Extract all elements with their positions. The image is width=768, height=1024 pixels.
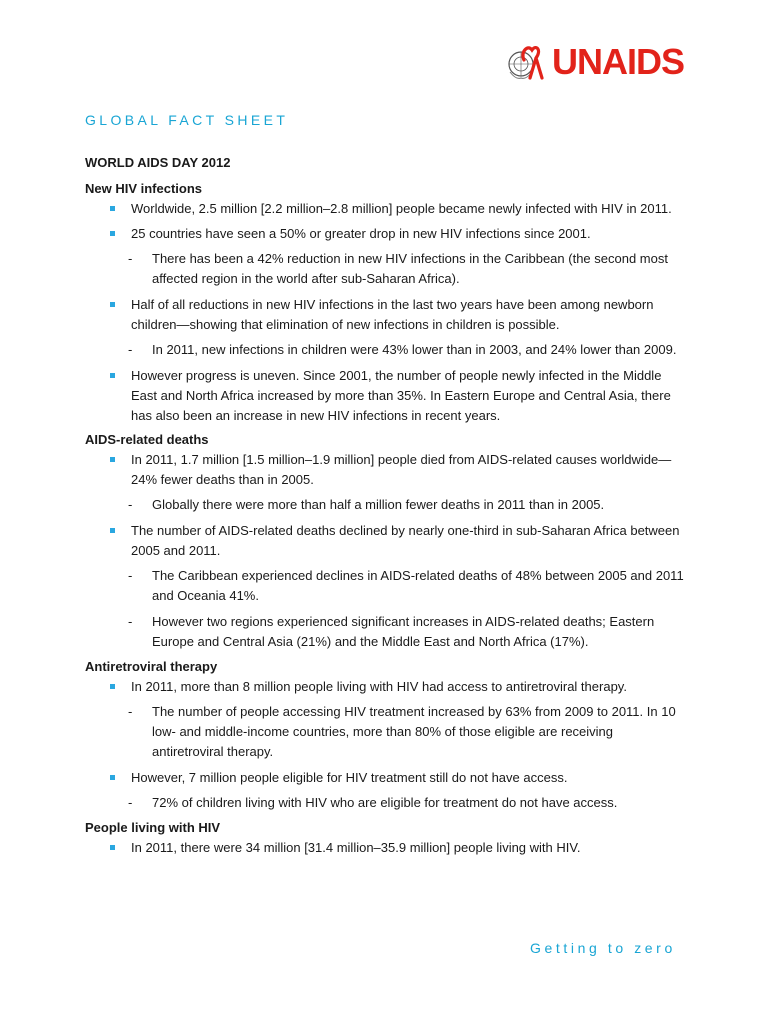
document-label: GLOBAL FACT SHEET <box>85 112 289 128</box>
bullet-text: Half of all reductions in new HIV infections in the last two years have been among newborn children—showing that elimination of new infections in children is possible. <box>131 297 654 332</box>
sub-bullet-text: There has been a 42% reduction in new HIV infections in the Caribbean (the second most affected region in the world after sub-Saharan Africa). <box>152 251 668 286</box>
bullet-text: In 2011, there were 34 million [31.4 million–35.9 million] people living with HIV. <box>131 840 581 855</box>
section-heading: New HIV infections <box>85 181 203 196</box>
unaids-logo <box>506 42 691 82</box>
bullet-item <box>85 295 685 335</box>
square-bullet-icon <box>110 457 115 462</box>
sub-bullet-item <box>85 340 685 360</box>
sub-bullet-item <box>85 566 685 606</box>
sub-bullet-text: 72% of children living with HIV who are eligible for treatment do not have access. <box>152 795 618 810</box>
dash-marker: - <box>128 251 133 266</box>
bullet-text: 25 countries have seen a 50% or greater drop in new HIV infections since 2001. <box>131 226 591 241</box>
section-heading: People living with HIV <box>85 820 221 835</box>
fact-sheet-body <box>85 154 685 863</box>
sub-bullet-item <box>85 702 685 762</box>
bullet-item <box>85 677 685 697</box>
bullet-item <box>85 224 685 244</box>
bullet-item <box>85 199 685 219</box>
bullet-text: In 2011, 1.7 million [1.5 million–1.9 million] people died from AIDS-related causes worldwide—24% fewer deaths than in 2005. <box>131 452 672 487</box>
bullet-text: The number of AIDS-related deaths declined by nearly one-third in sub-Saharan Africa between 2005 and 2011. <box>131 523 680 558</box>
sub-bullet-text: The Caribbean experienced declines in AIDS-related deaths of 48% between 2005 and 2011 and Oceania 41%. <box>152 568 684 603</box>
dash-marker: - <box>128 497 133 512</box>
bullet-item <box>85 521 685 561</box>
square-bullet-icon <box>110 775 115 780</box>
sub-bullet-item <box>85 249 685 289</box>
bullet-item <box>85 450 685 490</box>
square-bullet-icon <box>110 231 115 236</box>
square-bullet-icon <box>110 373 115 378</box>
sub-bullet-text: Globally there were more than half a million fewer deaths in 2011 than in 2005. <box>152 497 605 512</box>
footer-tagline: Getting to zero <box>530 940 676 956</box>
dash-marker: - <box>128 704 133 719</box>
dash-marker: - <box>128 614 133 629</box>
un-emblem-ribbon-icon <box>506 42 550 82</box>
square-bullet-icon <box>110 302 115 307</box>
sub-bullet-text: However two regions experienced significant increases in AIDS-related deaths; Eastern Europe and Central Asia (21%) and the Middle East and North Africa (17%). <box>152 614 655 649</box>
section-heading: AIDS-related deaths <box>85 432 209 447</box>
dash-marker: - <box>128 568 133 583</box>
bullet-text: In 2011, more than 8 million people living with HIV had access to antiretroviral therapy. <box>131 679 627 694</box>
bullet-item <box>85 838 685 858</box>
square-bullet-icon <box>110 845 115 850</box>
logo-wordmark: UNAIDS <box>552 41 685 82</box>
dash-marker: - <box>128 342 133 357</box>
bullet-item <box>85 768 685 788</box>
event-title: WORLD AIDS DAY 2012 <box>85 155 231 170</box>
sub-bullet-text: In 2011, new infections in children were 43% lower than in 2003, and 24% lower than 2009. <box>152 342 677 357</box>
bullet-text: However progress is uneven. Since 2001, the number of people newly infected in the Middle East and North Africa increased by more than 35%. In Eastern Europe and Central Asia, there has also been an increase in new HIV infections in recent years. <box>131 368 671 423</box>
sub-bullet-item <box>85 495 685 515</box>
square-bullet-icon <box>110 684 115 689</box>
bullet-text: Worldwide, 2.5 million [2.2 million–2.8 million] people became newly infected with HIV in 2011. <box>131 201 672 216</box>
bullet-text: However, 7 million people eligible for HIV treatment still do not have access. <box>131 770 568 785</box>
square-bullet-icon <box>110 528 115 533</box>
dash-marker: - <box>128 795 133 810</box>
square-bullet-icon <box>110 206 115 211</box>
sub-bullet-item <box>85 793 685 813</box>
sub-bullet-item <box>85 612 685 652</box>
section-heading: Antiretroviral therapy <box>85 659 218 674</box>
sub-bullet-text: The number of people accessing HIV treatment increased by 63% from 2009 to 2011. In 10 low- and middle-income countries, more than 80% of those eligible are receiving antiretroviral therapy. <box>152 704 676 759</box>
bullet-item <box>85 366 685 426</box>
